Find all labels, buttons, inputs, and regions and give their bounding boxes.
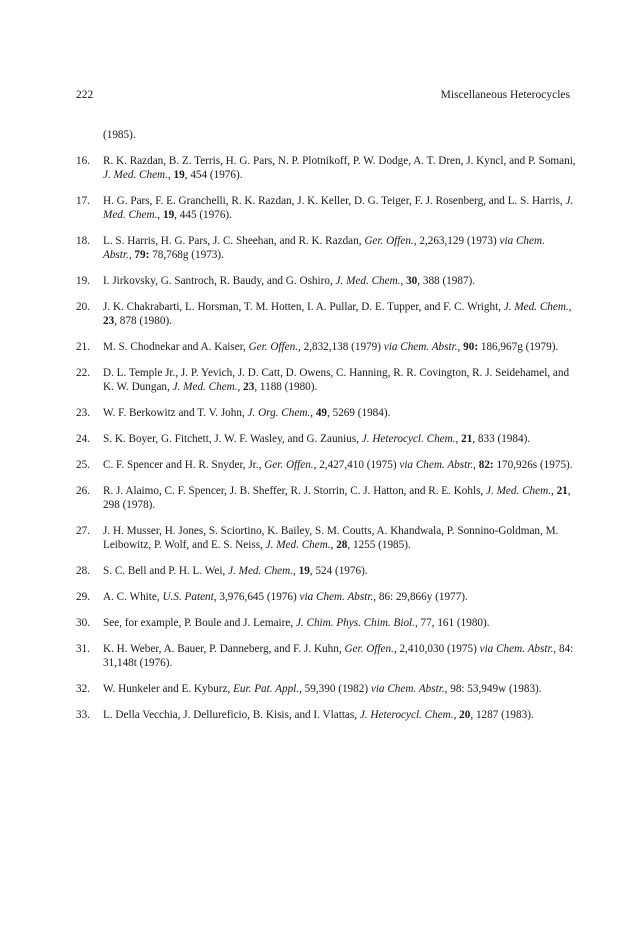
reference-text: [103, 682, 576, 696]
reference-text: [103, 524, 576, 552]
reference-number: 29.: [76, 591, 90, 603]
reference-text: [103, 234, 576, 262]
citation-text: ,: [453, 709, 460, 721]
citation-text: I. Jirkovsky, G. Santroch, R. Baudy, and G. Oshiro,: [103, 275, 336, 287]
journal-title: J. Med. Chem.: [103, 195, 574, 221]
citation-text: ,: [400, 275, 407, 287]
reference-number: 16.: [76, 155, 90, 167]
volume-number: 21: [556, 485, 568, 497]
citation-text: , 388 (1987).: [417, 275, 476, 287]
volume-number: 19: [173, 169, 185, 181]
reference-number: 21.: [76, 341, 90, 353]
journal-title: J. Med. Chem.: [103, 169, 168, 181]
reference-item: [76, 484, 576, 512]
citation-text: D. L. Temple Jr., J. P. Yevich, J. D. Catt, D. Owens, C. Hanning, R. R. Covington, R. J. Seidehamel, and K. W. Dungan,: [103, 367, 570, 393]
citation-text: , 2,427,410 (1975): [313, 459, 400, 471]
journal-title: via Chem. Abstr.: [383, 341, 458, 353]
citation-text: , 298 (1978).: [103, 485, 571, 511]
citation-text: , 77, 161 (1980).: [414, 617, 490, 629]
citation-text: L. Della Vecchia, J. Dellureficio, B. Kisis, and I. Vlattas,: [103, 709, 360, 721]
citation-text: L. S. Harris, H. G. Pars, J. C. Sheehan, and R. K. Razdan,: [103, 235, 365, 247]
citation-text: W. Hunkeler and E. Kyburz,: [103, 683, 234, 695]
reference-item: [76, 340, 576, 354]
volume-number: 19: [162, 209, 175, 221]
volume-number: 28: [336, 539, 348, 551]
reference-number: 27.: [76, 525, 90, 537]
volume-number: 82:: [478, 459, 494, 471]
reference-text: [103, 642, 576, 670]
reference-number: 33.: [76, 709, 90, 721]
reference-item: [76, 616, 576, 630]
citation-text: , 2,410,030 (1975): [393, 643, 480, 655]
journal-title: via Chem. Abstr.: [103, 235, 545, 261]
citation-text: H. G. Pars, F. E. Granchelli, R. K. Razdan, J. K. Keller, D. G. Teiger, F. J. Rosenberg, and L. S. Harris,: [103, 195, 566, 207]
citation-text: , 98: 53,949w (1983).: [444, 683, 542, 695]
citation-text: 78,768g (1973).: [149, 249, 224, 261]
citation-text: , 1188 (1980).: [254, 381, 318, 393]
citation-text: , 833 (1984).: [472, 433, 531, 445]
reference-item: [76, 682, 576, 696]
citation-text: J. K. Chakrabarti, L. Horsman, T. M. Hotten, I. A. Pullar, D. E. Tupper, and F. C. Wright,: [103, 301, 504, 313]
reference-item: [76, 564, 576, 578]
citation-text: ,: [473, 459, 479, 471]
citation-text: , 445 (1976).: [174, 209, 232, 221]
citation-text: A. C. White,: [103, 591, 163, 603]
reference-number: 18.: [76, 235, 90, 247]
journal-title: via Chem. Abstr.: [479, 643, 554, 655]
citation-text: ,: [457, 341, 464, 353]
volume-number: 79:: [134, 249, 150, 261]
citation-text: , 84: 31,148t (1976).: [103, 643, 574, 669]
citation-text: 170,926s (1975).: [493, 459, 573, 471]
reference-text: [103, 484, 576, 512]
reference-continuation: (1985).: [103, 129, 136, 141]
reference-text: [103, 432, 576, 446]
reference-text: [103, 340, 576, 354]
reference-text: [103, 708, 576, 722]
volume-number: 90:: [463, 341, 479, 353]
citation-text: , 59,390 (1982): [299, 683, 371, 695]
reference-text: [103, 154, 576, 182]
volume-number: 30: [406, 275, 418, 287]
citation-text: ,: [568, 301, 572, 313]
reference-item: [76, 300, 576, 328]
journal-title: via Chem. Abstr.: [370, 683, 445, 695]
citation-text: , 524 (1976).: [309, 565, 368, 577]
citation-text: ,: [310, 407, 316, 419]
reference-number: 24.: [76, 433, 90, 445]
reference-text: [103, 366, 576, 394]
citation-text: , 454 (1976).: [184, 169, 243, 181]
journal-title: Ger. Offen.: [264, 459, 314, 471]
journal-title: Eur. Pat. Appl.: [233, 683, 300, 695]
citation-text: ,: [128, 249, 135, 261]
reference-number: 20.: [76, 301, 90, 313]
volume-number: 23: [103, 315, 115, 327]
journal-title: J. Med. Chem.: [228, 565, 294, 577]
citation-text: , 1287 (1983).: [470, 709, 534, 721]
reference-number: 28.: [76, 565, 90, 577]
reference-number: 26.: [76, 485, 90, 497]
journal-title: J. Med. Chem.: [172, 381, 238, 393]
volume-number: 20: [459, 709, 471, 721]
journal-title: Ger. Offen.: [364, 235, 414, 247]
reference-text: [103, 274, 576, 288]
citation-text: ,: [550, 485, 557, 497]
reference-list: [76, 128, 576, 734]
reference-number: 19.: [76, 275, 90, 287]
citation-text: J. H. Musser, H. Jones, S. Sciortino, K. Bailey, S. M. Coutts, A. Khandwala, P. Sonnino-Goldman, M. Leibowitz, P. Wolf, and E. S. Neiss,: [103, 525, 559, 551]
volume-number: 49: [315, 407, 327, 419]
citation-text: , 3,976,645 (1976): [213, 591, 300, 603]
reference-text: [103, 194, 576, 222]
journal-title: J. Org. Chem.: [247, 407, 311, 419]
journal-title: J. Chim. Phys. Chim. Biol.: [295, 617, 415, 629]
reference-item: [76, 458, 576, 472]
citation-text: , 2,263,129 (1973): [413, 235, 500, 247]
citation-text: See, for example, P. Boule and J. Lemaire,: [103, 617, 296, 629]
page-number: 222: [76, 89, 94, 101]
reference-item: [76, 590, 576, 604]
citation-text: ,: [293, 565, 299, 577]
reference-number: 17.: [76, 195, 90, 207]
journal-title: Ger. Offen.: [344, 643, 394, 655]
citation-text: S. C. Bell and P. H. L. Wei,: [103, 565, 229, 577]
reference-number: 23.: [76, 407, 90, 419]
reference-item: [76, 194, 576, 222]
reference-item: [76, 234, 576, 262]
journal-title: J. Med. Chem.: [486, 485, 551, 497]
reference-items: [76, 154, 576, 722]
citation-text: ,: [330, 539, 337, 551]
journal-title: J. Heterocycl. Chem.: [361, 433, 456, 445]
journal-title: U.S. Patent: [162, 591, 214, 603]
citation-text: , 5269 (1984).: [327, 407, 391, 419]
running-head: Miscellaneous Heterocycles: [440, 89, 570, 101]
reference-text: [103, 564, 576, 578]
journal-title: via Chem. Abstr.: [399, 459, 474, 471]
citation-text: , 878 (1980).: [114, 315, 172, 327]
reference-item: [76, 708, 576, 722]
reference-text: [103, 590, 576, 604]
citation-text: 186,967g (1979).: [478, 341, 559, 353]
volume-number: 23: [243, 381, 255, 393]
citation-text: ,: [157, 209, 163, 221]
reference-item: [76, 154, 576, 182]
reference-item: [76, 524, 576, 552]
citation-text: , 86: 29,866y (1977).: [373, 591, 468, 603]
reference-item: [76, 366, 576, 394]
reference-item: [76, 642, 576, 670]
reference-item: [76, 432, 576, 446]
volume-number: 19: [298, 565, 310, 577]
citation-text: ,: [455, 433, 462, 445]
reference-number: 32.: [76, 683, 90, 695]
citation-text: S. K. Boyer, G. Fitchett, J. W. F. Wasley, and G. Zaunius,: [103, 433, 362, 445]
journal-title: J. Med. Chem.: [335, 275, 401, 287]
reference-text: [103, 406, 576, 420]
reference-item: [76, 406, 576, 420]
citation-text: , 2,832,138 (1979): [298, 341, 384, 353]
journal-title: J. Heterocycl. Chem.: [359, 709, 454, 721]
journal-title: J. Med. Chem.: [503, 301, 569, 313]
journal-title: J. Med. Chem.: [265, 539, 331, 551]
reference-number: 30.: [76, 617, 90, 629]
reference-text: [103, 458, 576, 472]
citation-text: R. K. Razdan, B. Z. Terris, H. G. Pars, N. P. Plotnikoff, P. W. Dodge, A. T. Dren, J. Kyncl, and P. Somani,: [103, 155, 576, 167]
reference-number: 22.: [76, 367, 90, 379]
reference-number: 25.: [76, 459, 90, 471]
journal-title: Ger. Offen.: [248, 341, 298, 353]
citation-text: W. F. Berkowitz and T. V. John,: [103, 407, 248, 419]
reference-item: [76, 274, 576, 288]
citation-text: C. F. Spencer and H. R. Snyder, Jr.,: [103, 459, 265, 471]
citation-text: , 1255 (1985).: [347, 539, 411, 551]
reference-text: [103, 300, 576, 328]
citation-text: M. S. Chodnekar and A. Kaiser,: [103, 341, 249, 353]
volume-number: 21: [461, 433, 473, 445]
citation-text: ,: [237, 381, 244, 393]
citation-text: K. H. Weber, A. Bauer, P. Danneberg, and F. J. Kuhn,: [103, 643, 345, 655]
reference-number: 31.: [76, 643, 90, 655]
citation-text: R. J. Alaimo, C. F. Spencer, J. B. Sheffer, R. J. Storrin, C. J. Hatton, and R. E. Kohls,: [103, 485, 487, 497]
citation-text: ,: [167, 169, 174, 181]
journal-title: via Chem. Abstr.: [299, 591, 374, 603]
reference-text: [103, 616, 576, 630]
